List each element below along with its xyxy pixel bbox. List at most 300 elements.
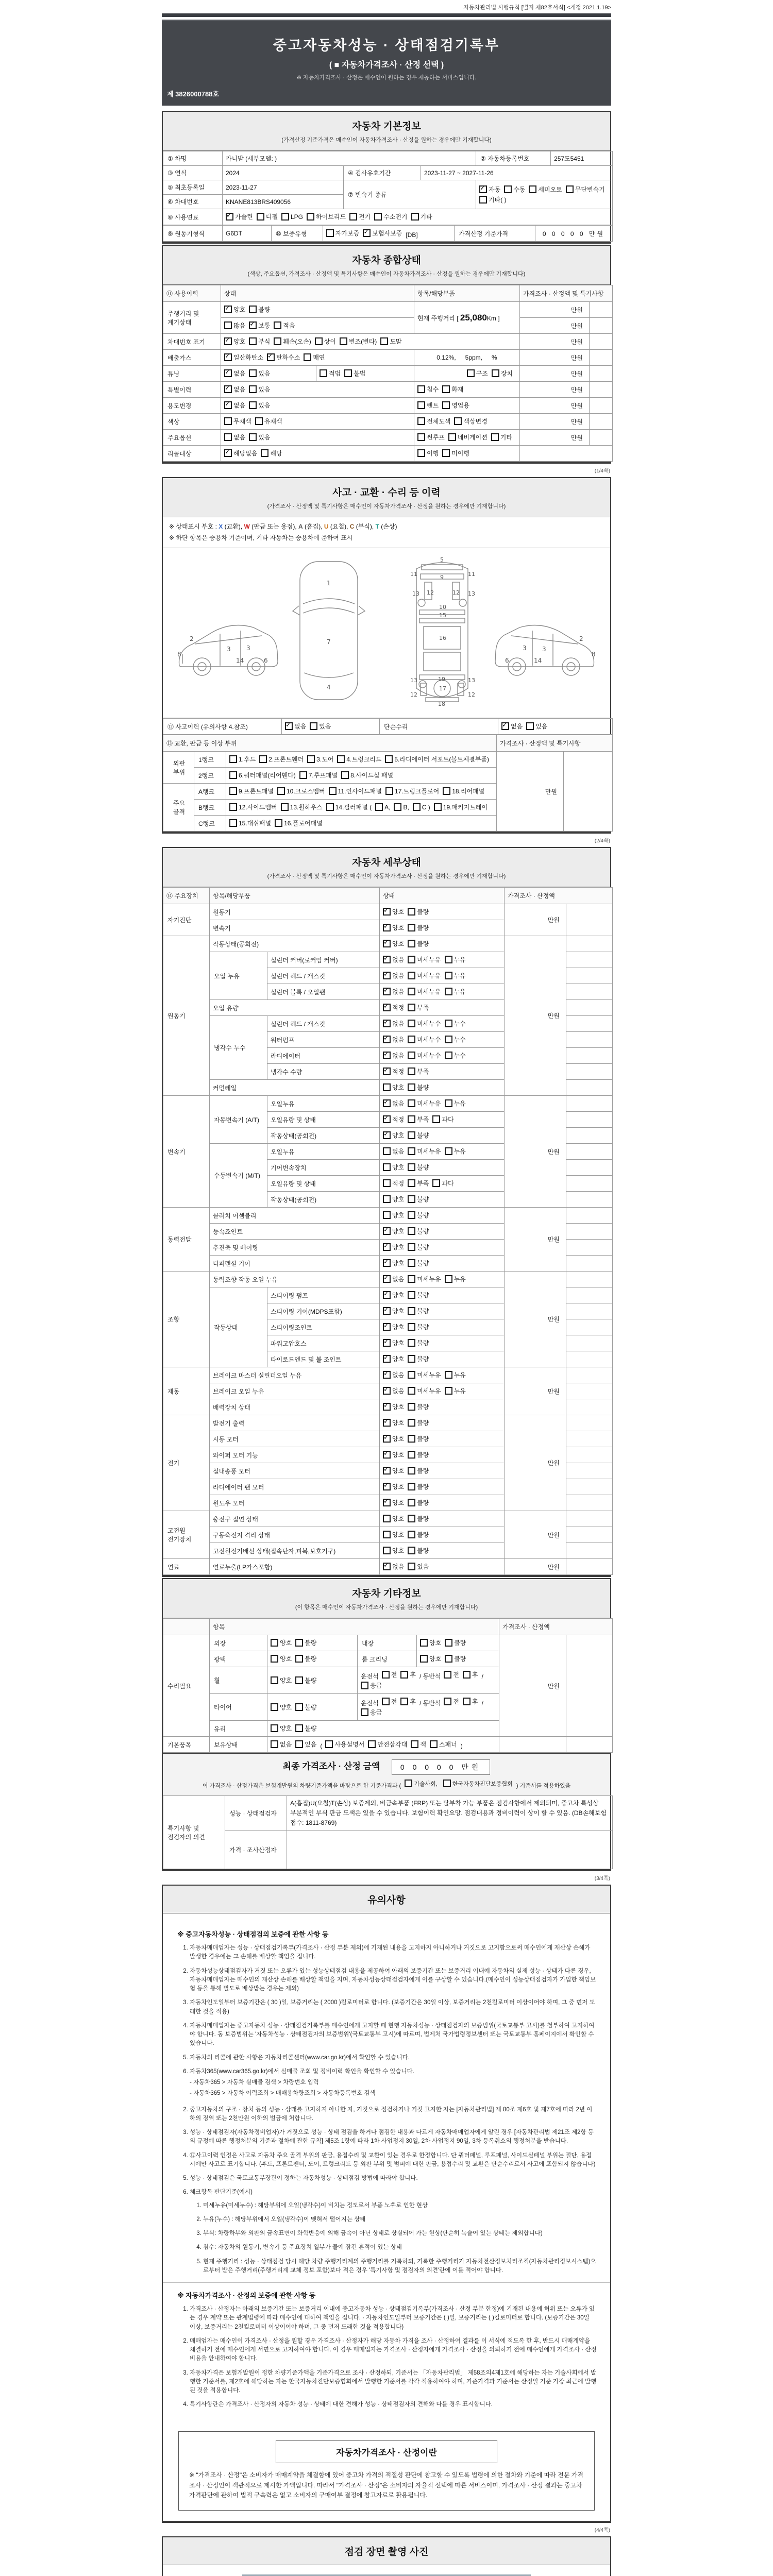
checkbox-option[interactable] <box>385 787 439 795</box>
checkbox-option[interactable] <box>408 1370 441 1379</box>
checkbox-option[interactable] <box>229 755 256 764</box>
checkbox-icon <box>420 1639 428 1647</box>
checkbox-option[interactable] <box>408 1099 441 1108</box>
checkbox-icon <box>383 988 391 995</box>
checkbox-option[interactable] <box>295 1724 316 1733</box>
notice-heading: ※ 중고자동차성능 · 상태점검의 보증에 관한 사항 등 <box>177 1930 329 1939</box>
checkbox-option[interactable] <box>394 803 409 811</box>
checkbox-option[interactable] <box>295 1740 316 1749</box>
checkbox-option[interactable] <box>383 1562 404 1571</box>
checkbox-option[interactable] <box>504 185 525 194</box>
checkbox-option[interactable] <box>255 417 282 426</box>
checkbox-option[interactable] <box>383 1243 404 1251</box>
cell: 주행거리 및 계기상태 <box>163 302 221 334</box>
cell: 만원 <box>505 1096 566 1208</box>
cell: 발전기 출력 <box>210 1415 380 1431</box>
cell <box>221 430 414 446</box>
checkbox-option[interactable] <box>383 1163 404 1172</box>
checkbox-option[interactable] <box>408 1386 441 1395</box>
checkbox-option[interactable] <box>285 722 306 731</box>
cell <box>590 334 613 350</box>
checkbox-option[interactable] <box>445 1370 466 1379</box>
checkbox-option[interactable] <box>383 1530 404 1539</box>
checkbox-option[interactable] <box>271 1676 292 1685</box>
checkbox-option[interactable] <box>383 907 404 916</box>
checkbox-option[interactable] <box>383 1051 404 1060</box>
notice-item: 6. 자동차365(www.car365.go.kr)에서 실매물 조회 및 정비이력 확인을 확인할 수 있습니다. - 자동차365 > 자동차 실매물 검색 > 차량번호 입력 - 자동차365 > 자동차 이력조회 > 매매용차량조회 > 자동차등록번호 검색 <box>190 2067 597 2098</box>
checkbox-label: 없음 <box>294 723 307 731</box>
checkbox-option[interactable] <box>383 1354 404 1363</box>
checkbox-option[interactable] <box>385 755 489 764</box>
checkbox-option[interactable] <box>271 1740 292 1749</box>
checkbox-label: 없음 <box>392 972 405 980</box>
checkbox-option[interactable] <box>229 771 296 779</box>
checkbox-label: 무채색 <box>233 418 251 425</box>
checkbox-option[interactable] <box>445 987 466 996</box>
checkbox-option[interactable] <box>226 212 253 221</box>
checkbox-option[interactable] <box>383 1370 404 1379</box>
checkbox-option[interactable] <box>408 1019 441 1028</box>
checkbox-option[interactable] <box>315 337 336 346</box>
section-overall-title: 자동차 종합상태 <box>352 255 421 266</box>
checkbox-option[interactable] <box>320 369 341 378</box>
checkbox-option[interactable] <box>261 449 282 457</box>
checkbox-option[interactable] <box>383 1498 404 1507</box>
checkbox-option[interactable] <box>408 1083 429 1092</box>
notice-item: 5. 현재 주행거리 : 성능 · 상태점검 당시 해당 차량 주행거리계의 주행거리를 기록하되, 기록한 주행거리가 자동차전산정보처리조직(자동차관리정보시스템)으로부터 받은 주행거리(주행거리계 교체 정보 포함)보다 적은 경우 '특기사항 및 점검자의 의견'란에 이를 적어야 합니다. <box>203 2258 597 2276</box>
checkbox-option[interactable] <box>383 1514 404 1523</box>
checkbox-option[interactable] <box>408 1179 429 1188</box>
checkbox-option[interactable] <box>224 385 245 394</box>
checkbox-option[interactable] <box>383 1386 404 1395</box>
checkbox-icon <box>337 755 345 763</box>
checkbox-option[interactable] <box>383 1035 404 1044</box>
checkbox-option[interactable] <box>326 803 372 811</box>
checkbox-icon <box>224 385 232 393</box>
checkbox-option[interactable] <box>408 1338 429 1347</box>
checkbox-option[interactable] <box>383 1338 404 1347</box>
checkbox-option[interactable] <box>249 385 270 394</box>
checkbox-option[interactable] <box>417 433 445 442</box>
checkbox-option[interactable] <box>445 1099 466 1108</box>
checkbox-option[interactable] <box>310 722 331 731</box>
cell: 실린더 커버(로커암 커버) <box>267 952 380 968</box>
checkbox-option[interactable] <box>467 369 488 378</box>
checkbox-option[interactable] <box>408 1035 441 1044</box>
checkbox-option[interactable] <box>383 1195 404 1204</box>
cell <box>566 1737 613 1753</box>
checkbox-option[interactable] <box>408 1243 429 1251</box>
checkbox-option[interactable] <box>383 1402 404 1411</box>
checkbox-option[interactable] <box>375 803 390 811</box>
cell <box>566 1527 613 1543</box>
checkbox-option[interactable] <box>274 337 311 346</box>
checkbox-option[interactable] <box>408 1482 429 1491</box>
checkbox-option[interactable] <box>408 955 441 964</box>
checkbox-option[interactable] <box>326 229 359 238</box>
checkbox-option[interactable] <box>479 195 507 204</box>
checkbox-label: 장치 <box>500 370 513 377</box>
checkbox-option[interactable] <box>445 1275 466 1283</box>
checkbox-option[interactable] <box>566 185 605 194</box>
checkbox-option[interactable] <box>224 369 245 378</box>
checkbox-option[interactable] <box>408 1498 429 1507</box>
checkbox-option[interactable] <box>408 1115 429 1124</box>
cell: 스티어링조인트 <box>267 1319 380 1335</box>
cell <box>566 1160 613 1176</box>
checkbox-option[interactable] <box>420 1654 441 1663</box>
checkbox-label: 양호 <box>392 1196 405 1204</box>
checkbox-option[interactable] <box>383 1259 404 1267</box>
checkbox-option[interactable] <box>361 1708 382 1717</box>
checkbox-label: 스패너 <box>439 1741 457 1749</box>
checkbox-option[interactable] <box>526 722 547 731</box>
checkbox-label: 불량 <box>417 1132 429 1140</box>
checkbox-option[interactable] <box>257 212 278 221</box>
cell <box>316 366 414 382</box>
checkbox-option[interactable] <box>295 1703 316 1711</box>
checkbox-icon <box>411 213 419 221</box>
checkbox-option[interactable] <box>383 1434 404 1443</box>
checkbox-option[interactable] <box>229 819 271 827</box>
cell: 만원 <box>520 414 590 430</box>
checkbox-label: 양호 <box>392 1244 405 1251</box>
checkbox-option[interactable] <box>408 1530 429 1539</box>
section-basic-title: 자동차 기본정보 <box>352 121 421 132</box>
checkbox-option[interactable] <box>445 1019 466 1028</box>
checkbox-icon <box>408 1339 415 1347</box>
checkbox-option[interactable] <box>224 433 245 442</box>
section-photos-title: 점검 장면 촬영 사진 <box>344 2547 429 2558</box>
checkbox-option[interactable] <box>413 803 430 811</box>
checkbox-option[interactable] <box>281 803 323 811</box>
checkbox-option[interactable] <box>492 369 513 378</box>
checkbox-option[interactable] <box>463 1697 478 1706</box>
checkbox-option[interactable] <box>417 385 439 394</box>
svg-text:15: 15 <box>439 612 446 619</box>
checkbox-option[interactable] <box>383 955 404 964</box>
checkbox-icon <box>304 353 311 361</box>
checkbox-option[interactable] <box>408 1354 429 1363</box>
checkbox-option[interactable] <box>432 1179 453 1188</box>
checkbox-option[interactable] <box>249 369 270 378</box>
checkbox-option[interactable] <box>383 1418 404 1427</box>
checkbox-icon <box>383 1211 391 1219</box>
checkbox-label: 불량 <box>417 1499 429 1507</box>
cell <box>566 1272 613 1287</box>
checkbox-option[interactable] <box>408 923 429 932</box>
checkbox-option[interactable] <box>408 1402 429 1411</box>
checkbox-option[interactable] <box>383 1211 404 1219</box>
checkbox-option[interactable] <box>417 417 450 426</box>
checkbox-option[interactable] <box>408 1466 429 1475</box>
checkbox-option[interactable] <box>445 1638 466 1647</box>
checkbox-option[interactable] <box>271 1638 292 1647</box>
checkbox-option[interactable] <box>383 1003 404 1012</box>
checkbox-option[interactable] <box>442 449 469 457</box>
option-text: 운전석 <box>361 1673 379 1681</box>
checkbox-option[interactable] <box>229 803 277 811</box>
checkbox-option[interactable] <box>408 1259 429 1267</box>
checkbox-option[interactable] <box>383 1323 404 1331</box>
checkbox-option[interactable] <box>408 971 441 980</box>
checkbox-option[interactable] <box>329 787 382 795</box>
checkbox-option[interactable] <box>295 1638 316 1647</box>
checkbox-label: 양호 <box>392 908 405 916</box>
checkbox-option[interactable] <box>383 1019 404 1028</box>
checkbox-icon <box>408 1147 415 1155</box>
checkbox-option[interactable] <box>408 1003 429 1012</box>
checkbox-option[interactable] <box>224 337 245 346</box>
checkbox-option[interactable] <box>340 337 377 346</box>
checkbox-label: 누수 <box>453 1020 466 1028</box>
checkbox-option[interactable] <box>383 1131 404 1140</box>
checkbox-option[interactable] <box>408 1051 441 1060</box>
checkbox-option[interactable] <box>408 1291 429 1299</box>
checkbox-option[interactable] <box>408 1131 429 1140</box>
checkbox-option[interactable] <box>383 1482 404 1491</box>
cell <box>566 1192 613 1208</box>
checkbox-option[interactable] <box>448 433 488 442</box>
checkbox-icon <box>310 722 317 730</box>
checkbox-option[interactable] <box>408 1163 429 1172</box>
checkbox-option[interactable] <box>444 1697 459 1706</box>
cell <box>380 1431 505 1447</box>
checkbox-option[interactable] <box>408 987 441 996</box>
checkbox-option[interactable] <box>374 212 407 221</box>
checkbox-option[interactable] <box>408 1450 429 1459</box>
checkbox-option[interactable] <box>383 1179 404 1188</box>
checkbox-option[interactable] <box>408 1434 429 1443</box>
checkbox-icon <box>445 1020 452 1027</box>
checkbox-icon <box>408 956 415 963</box>
checkbox-option[interactable] <box>383 1291 404 1299</box>
cell <box>221 350 414 366</box>
cell: 1랭크 <box>194 752 226 768</box>
checkbox-option[interactable] <box>382 1697 397 1706</box>
checkbox-option[interactable] <box>361 1681 382 1690</box>
checkbox-option[interactable] <box>408 907 429 916</box>
svg-text:3: 3 <box>227 646 231 653</box>
cell <box>380 1303 505 1319</box>
checkbox-label: 하이브리드 <box>315 213 346 221</box>
checkbox-option[interactable] <box>501 722 523 731</box>
checkbox-option[interactable] <box>408 1147 441 1156</box>
checkbox-option[interactable] <box>383 987 404 996</box>
checkbox-option[interactable] <box>434 803 488 811</box>
cell: 오일유량 및 상태 <box>267 1112 380 1128</box>
checkbox-option[interactable] <box>383 923 404 932</box>
checkbox-option[interactable] <box>445 971 466 980</box>
checkbox-option[interactable] <box>417 401 439 410</box>
notice-item: 2. 매매업자는 매수인이 가격조사 · 산정을 원할 경우 가격조사 · 산정자가 해당 자동차 가격을 조사 · 산정하여 결과를 이 서식에 적도록 한 후, 반드시 매매계약을 체결하기 전에 매수인에게 서면으로 고지하여야 합니다. 이 경우 매매업자는 가격조사 · 산정자에게 가격조사 · 산정을 의뢰하기 전에 매수인에게 가격조사 · 산정 비용을 안내하여야 합니다. <box>190 2337 597 2364</box>
checkbox-icon <box>383 1403 391 1411</box>
checkbox-option[interactable] <box>307 212 346 221</box>
checkbox-option[interactable] <box>408 1195 429 1204</box>
checkbox-option[interactable] <box>267 353 300 362</box>
checkbox-option[interactable] <box>432 1115 453 1124</box>
checkbox-icon <box>444 1671 451 1679</box>
checkbox-option[interactable] <box>445 1051 466 1060</box>
notice-list <box>176 1944 597 2098</box>
checkbox-option[interactable] <box>445 1035 466 1044</box>
checkbox-option[interactable] <box>443 787 484 795</box>
checkbox-option[interactable] <box>383 1067 404 1076</box>
notice-list <box>190 2201 597 2276</box>
checkbox-option[interactable] <box>408 1067 429 1076</box>
checkbox-icon <box>385 787 393 795</box>
checkbox-option[interactable] <box>274 321 295 330</box>
checkbox-label: 적법 <box>329 370 341 377</box>
checkbox-option[interactable] <box>405 1780 438 1788</box>
checkbox-option[interactable] <box>408 1418 429 1427</box>
checkbox-option[interactable] <box>442 401 469 410</box>
checkbox-option[interactable] <box>383 1307 404 1315</box>
checkbox-label: 불량 <box>417 1435 429 1443</box>
section-notice-title: 유의사항 <box>367 1895 406 1906</box>
checkbox-option[interactable] <box>408 1323 429 1331</box>
checkbox-label: 양호 <box>392 1355 405 1363</box>
checkbox-option[interactable] <box>420 1638 441 1647</box>
checkbox-option[interactable] <box>408 939 429 948</box>
checkbox-label: 기타 <box>420 213 432 221</box>
checkbox-option[interactable] <box>249 321 270 330</box>
checkbox-option[interactable] <box>249 433 270 442</box>
checkbox-option[interactable] <box>363 229 402 238</box>
checkbox-option[interactable] <box>275 819 323 827</box>
checkbox-option[interactable] <box>271 1703 292 1711</box>
checkbox-icon <box>382 1671 390 1679</box>
checkbox-label: 없음 <box>392 1387 405 1395</box>
checkbox-icon <box>408 1307 415 1315</box>
checkbox-option[interactable] <box>445 1654 466 1663</box>
checkbox-option[interactable] <box>463 1670 478 1679</box>
cell <box>566 1224 613 1240</box>
checkbox-option[interactable] <box>341 771 393 779</box>
checkbox-icon <box>229 787 237 795</box>
option-text: ) <box>460 1742 463 1750</box>
checkbox-icon <box>383 1387 391 1395</box>
checkbox-option[interactable] <box>224 401 245 410</box>
checkbox-option[interactable] <box>491 433 512 442</box>
checkbox-label: 없음 <box>233 402 246 409</box>
checkbox-option[interactable] <box>408 1546 429 1555</box>
checkbox-option[interactable] <box>249 401 270 410</box>
checkbox-option[interactable] <box>325 1740 364 1749</box>
checkbox-option[interactable] <box>383 1450 404 1459</box>
checkbox-option[interactable] <box>382 1670 397 1679</box>
checkbox-option[interactable] <box>400 1697 416 1706</box>
checkbox-label: 불량 <box>417 1467 429 1475</box>
checkbox-option[interactable] <box>445 955 466 964</box>
legend-codes <box>219 523 397 530</box>
checkbox-option[interactable] <box>383 939 404 948</box>
checkbox-option[interactable] <box>271 1724 292 1733</box>
checkbox-option[interactable] <box>383 1275 404 1283</box>
checkbox-option[interactable] <box>224 321 245 330</box>
cell: 원동기 <box>210 904 380 920</box>
checkbox-option[interactable] <box>444 1670 459 1679</box>
checkbox-label: 가솔린 <box>235 213 253 221</box>
checkbox-option[interactable] <box>445 1386 466 1395</box>
checkbox-option[interactable] <box>368 1740 407 1749</box>
checkbox-icon <box>281 803 289 811</box>
notice-item: 1. 가격조사 · 산정자는 아래의 보증기간 또는 보증거리 이내에 중고자동차 성능 · 상태점검기록부(가격조사 · 산정 부분 한정)에 기재된 내용에 허위 또는 오류가 있는 경우 계약 또는 관계법령에 따라 매수인에 대하여 책임을 집니다. · 자동차인도일부터 보증기간은 ( )일, 보증거리는 ( )킬로미터로 합니다. (보증기간은 30일 이상, 보증거리는 2천킬로미터 이상이어야 하며, 그 중 먼저 도래한 것을 적용합니다) <box>190 2305 597 2332</box>
checkbox-label: A, <box>384 803 391 811</box>
cell: ⑥ 차대번호 <box>163 195 223 209</box>
checkbox-option[interactable] <box>344 369 365 378</box>
checkbox-icon <box>394 803 401 811</box>
checkbox-option[interactable] <box>383 1099 404 1108</box>
checkbox-option[interactable] <box>380 337 401 346</box>
checkbox-option[interactable] <box>224 417 251 426</box>
checkbox-option[interactable] <box>304 353 325 362</box>
checkbox-option[interactable] <box>442 385 463 394</box>
checkbox-option[interactable] <box>383 971 404 980</box>
checkbox-option[interactable] <box>408 1211 429 1219</box>
checkbox-option[interactable] <box>408 1562 429 1571</box>
checkbox-label: 양호 <box>392 1164 405 1172</box>
checkbox-option[interactable] <box>307 755 333 764</box>
checkbox-option[interactable] <box>400 1670 416 1679</box>
checkbox-option[interactable] <box>349 212 371 221</box>
checkbox-option[interactable] <box>271 1654 292 1663</box>
checkbox-option[interactable] <box>383 1147 404 1156</box>
checkbox-option[interactable] <box>408 1275 441 1283</box>
checkbox-label: 불량 <box>258 306 271 313</box>
checkbox-option[interactable] <box>445 1147 466 1156</box>
checkbox-option[interactable] <box>383 1546 404 1555</box>
checkbox-option[interactable] <box>411 212 432 221</box>
checkbox-icon <box>383 1307 391 1315</box>
checkbox-option[interactable] <box>430 1740 457 1749</box>
checkbox-option[interactable] <box>454 417 487 426</box>
checkbox-option[interactable] <box>295 1654 316 1663</box>
checkbox-label: 양호 <box>392 1435 405 1443</box>
checkbox-option[interactable] <box>277 787 325 795</box>
checkbox-option[interactable] <box>529 185 562 194</box>
checkbox-option[interactable] <box>249 305 270 314</box>
checkbox-option[interactable] <box>229 787 274 795</box>
checkbox-option[interactable] <box>224 449 257 457</box>
checkbox-option[interactable] <box>383 1227 404 1235</box>
checkbox-option[interactable] <box>281 213 303 221</box>
checkbox-option[interactable] <box>383 1466 404 1475</box>
checkbox-option[interactable] <box>224 305 245 314</box>
checkbox-option[interactable] <box>479 185 500 194</box>
checkbox-option[interactable] <box>383 1083 404 1092</box>
checkbox-icon <box>295 1639 303 1647</box>
checkbox-option[interactable] <box>249 337 270 346</box>
checkbox-option[interactable] <box>408 1307 429 1315</box>
checkbox-option[interactable] <box>417 449 439 457</box>
checkbox-label: 있음 <box>305 1741 317 1749</box>
checkbox-option[interactable] <box>411 1740 426 1749</box>
checkbox-option[interactable] <box>337 755 381 764</box>
checkbox-option[interactable] <box>259 755 304 764</box>
cell <box>380 1016 505 1032</box>
checkbox-label: 무단변속기 <box>575 185 605 193</box>
checkbox-icon <box>383 1371 391 1379</box>
checkbox-option[interactable] <box>299 771 338 779</box>
checkbox-option[interactable] <box>224 353 263 362</box>
checkbox-option[interactable] <box>443 1780 513 1788</box>
checkbox-option[interactable] <box>383 1115 404 1124</box>
checkbox-option[interactable] <box>408 1514 429 1523</box>
checkbox-option[interactable] <box>295 1676 316 1685</box>
car-damage-diagram-area <box>163 548 610 718</box>
checkbox-option[interactable] <box>408 1227 429 1235</box>
